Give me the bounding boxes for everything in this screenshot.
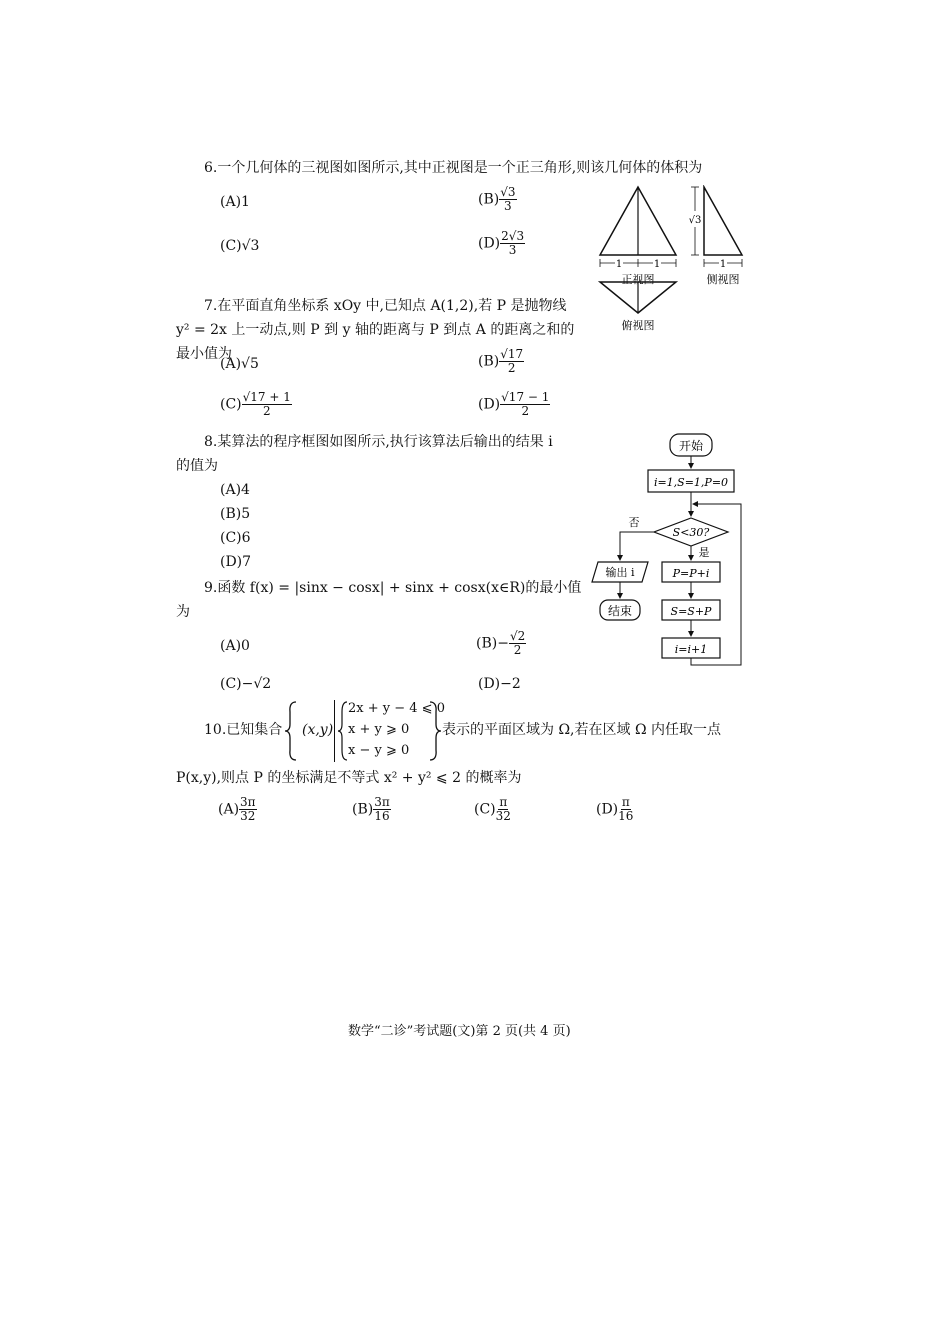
q6-option-c: (C)√3 — [220, 238, 260, 254]
q9-option-b-fraction — [509, 630, 526, 657]
flow-output-text: 输出 i — [605, 566, 635, 579]
flow-start-text: 开始 — [678, 439, 704, 453]
q10-option-d — [596, 796, 633, 823]
q7-option-b-label: (B) — [478, 353, 500, 370]
flow-end-text: 结束 — [607, 604, 633, 618]
q9-b-den: 2 — [513, 643, 522, 657]
q10-a-num: 3π — [240, 795, 256, 809]
top-view-label: 俯视图 — [621, 319, 655, 332]
side-dim-label: 1 — [719, 259, 727, 270]
q9-line-1: 9.函数 f(x) = |sinx − cosx| + sinx + cosx(x∈R)的最小值 — [204, 580, 582, 596]
q10-c-den: 32 — [495, 809, 511, 823]
flow-no-label: 否 — [628, 516, 640, 529]
q6-option-d — [478, 230, 525, 257]
q6-stem: 6.一个几何体的三视图如图所示,其中正视图是一个正三角形,则该几何体的体积为 — [204, 160, 703, 176]
side-view-label: 侧视图 — [706, 273, 740, 286]
q10-bar — [334, 700, 335, 762]
q9-line-2: 为 — [176, 604, 190, 620]
q10-option-a-label: (A) — [218, 801, 240, 818]
q9-b-num: √2 — [509, 629, 526, 643]
q7-b-num: √17 — [500, 347, 524, 361]
q7-option-b-fraction — [499, 348, 524, 375]
q9-option-b-label: (B)− — [476, 635, 509, 652]
q10-option-c — [474, 796, 511, 823]
q10-constraint-2: x + y ⩾ 0 — [348, 722, 410, 737]
q7-option-b — [478, 348, 524, 375]
q10-c-num: π — [499, 795, 508, 809]
q6-option-b-fraction — [499, 186, 516, 213]
q7-option-d-fraction — [500, 391, 550, 418]
q7-option-c-label: (C) — [220, 396, 242, 413]
q9-option-a: (A)0 — [220, 638, 250, 654]
q10-prefix: 10.已知集合 — [204, 722, 283, 738]
q10-d-num: π — [621, 795, 630, 809]
q10-option-c-fraction — [496, 796, 511, 823]
flow-decision-text: S<30? — [672, 526, 710, 539]
q8-line-1: 8.某算法的程序框图如图所示,执行该算法后输出的结果 i — [204, 434, 553, 450]
q7-option-d-label: (D) — [478, 396, 501, 413]
side-height-label: √3 — [688, 215, 702, 226]
q6-option-b-label: (B) — [478, 191, 500, 208]
q10-b-num: 3π — [374, 795, 390, 809]
q10-option-b-label: (B) — [352, 801, 374, 818]
q6-d-num: 2√3 — [501, 229, 525, 243]
q8-option-b: (B)5 — [220, 506, 251, 522]
q10-constraint-3: x − y ⩾ 0 — [348, 743, 410, 758]
q7-d-num: √17 − 1 — [501, 390, 550, 404]
q10-constraint-1: 2x + y − 4 ⩽ 0 — [348, 701, 445, 716]
flow-yes-label: 是 — [698, 546, 710, 559]
q10-option-a-fraction — [239, 796, 257, 823]
q9-option-d: (D)−2 — [478, 676, 521, 692]
q10-left-brace — [284, 700, 298, 762]
q10-a-den: 32 — [240, 809, 256, 823]
q10-d-den: 16 — [618, 809, 634, 823]
q7-option-c-fraction — [242, 391, 292, 418]
q10-system-brace — [338, 700, 348, 762]
q10-option-d-fraction — [618, 796, 633, 823]
q10-right-brace — [428, 700, 442, 762]
q7-option-c — [220, 391, 292, 418]
q10-option-b-fraction — [373, 796, 391, 823]
q10-suffix: 表示的平面区域为 Ω,若在区域 Ω 内任取一点 — [442, 722, 722, 738]
q8-line-2: 的值为 — [176, 458, 218, 474]
q10-pair: (x,y) — [302, 722, 334, 738]
q7-c-den: 2 — [262, 404, 271, 418]
q6-option-a: (A)1 — [220, 194, 250, 210]
three-view-figure — [590, 185, 760, 335]
q10-option-c-label: (C) — [474, 801, 496, 818]
q7-line-1: 7.在平面直角坐标系 xOy 中,已知点 A(1,2),若 P 是抛物线 — [204, 298, 567, 314]
q7-option-d — [478, 391, 550, 418]
side-view-triangle — [704, 187, 742, 255]
q7-c-num: √17 + 1 — [242, 390, 291, 404]
q9-option-b — [476, 630, 526, 657]
front-view-label: 正视图 — [621, 273, 655, 286]
flow-p-text: P=P+i — [672, 567, 710, 580]
q6-d-den: 3 — [508, 243, 517, 257]
flow-arrow-no — [620, 532, 654, 560]
q7-line-2: y² = 2x 上一动点,则 P 到 y 轴的距离与 P 到点 A 的距离之和的 — [176, 322, 575, 338]
q6-b-num: √3 — [500, 185, 516, 199]
q6-option-d-fraction — [500, 230, 525, 257]
q10-option-a — [218, 796, 257, 823]
q8-option-c: (C)6 — [220, 530, 251, 546]
q8-option-d: (D)7 — [220, 554, 252, 570]
q6-option-b — [478, 186, 517, 213]
q6-option-d-label: (D) — [478, 235, 501, 252]
q7-option-a: (A)√5 — [220, 356, 259, 372]
q7-line-3: 最小值为 — [176, 346, 232, 362]
flow-i-text: i=i+1 — [674, 643, 708, 656]
q10-option-d-label: (D) — [596, 801, 619, 818]
flow-init-text: i=1,S=1,P=0 — [653, 476, 729, 489]
q8-option-a: (A)4 — [220, 482, 250, 498]
q10-b-den: 16 — [374, 809, 390, 823]
q6-b-den: 3 — [504, 199, 512, 213]
flow-s-text: S=S+P — [670, 605, 712, 618]
q10-line-2: P(x,y),则点 P 的坐标满足不等式 x² + y² ⩽ 2 的概率为 — [176, 770, 522, 786]
q7-d-den: 2 — [521, 404, 530, 418]
front-dim-label-b: 1 — [653, 259, 661, 270]
q9-option-c: (C)−√2 — [220, 676, 272, 692]
page-footer: 数学“二诊”考试题(文)第 2 页(共 4 页) — [348, 1024, 571, 1039]
q10-option-b — [352, 796, 391, 823]
front-dim-label-a: 1 — [615, 259, 623, 270]
q7-b-den: 2 — [507, 361, 516, 375]
flowchart — [586, 430, 750, 670]
